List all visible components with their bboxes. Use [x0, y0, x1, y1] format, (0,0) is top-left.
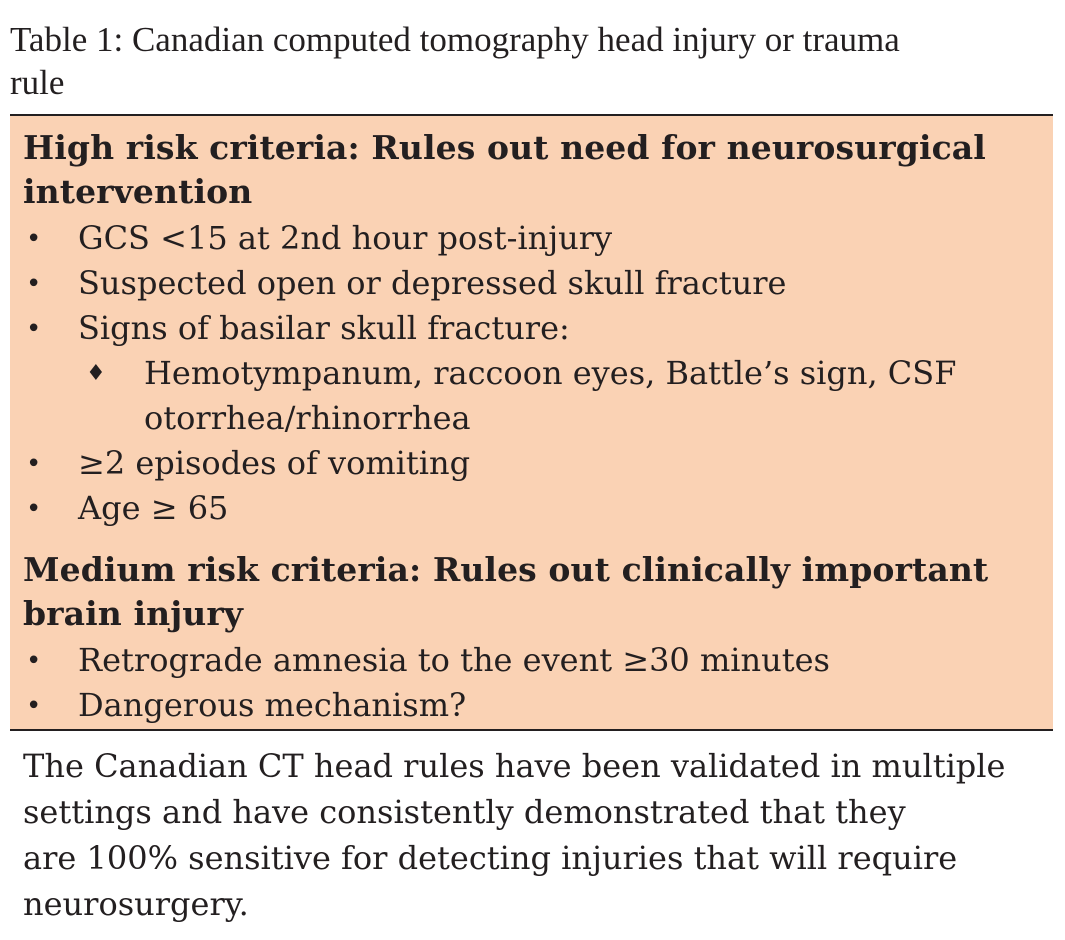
high-risk-item-basilar: Signs of basilar skull fracture: [78, 309, 570, 347]
medium-risk-item-mechanism: Dangerous mechanism? [78, 686, 467, 724]
medium-risk-item-amnesia: Retrograde amnesia to the event ≥30 minutes [78, 641, 830, 679]
basilar-signs-line-2: otorrhea/rhinorrhea [144, 399, 471, 437]
high-risk-item-vomiting: ≥2 episodes of vomiting [78, 444, 471, 482]
footnote-line-3: are 100% sensitive for detecting injuries that will require [23, 839, 958, 877]
footnote-line-2: settings and have consistently demonstrated that they [23, 793, 906, 831]
high-risk-item-age: Age ≥ 65 [78, 489, 229, 527]
table-caption [10, 18, 1060, 104]
bullet-icon: • [26, 269, 42, 299]
high-risk-heading-line-1: High risk criteria: Rules out need for neurosurgical [23, 128, 986, 167]
high-risk-item-skull-fracture: Suspected open or depressed skull fracture [78, 264, 787, 302]
table-caption-line-1: Table 1: Canadian computed tomography head injury or trauma [10, 20, 900, 59]
bullet-icon: • [26, 224, 42, 254]
footnote-line-1: The Canadian CT head rules have been validated in multiple [23, 747, 1006, 785]
table-footnote [23, 743, 1058, 927]
bullet-icon: • [26, 314, 42, 344]
high-risk-heading-line-2: intervention [23, 172, 253, 211]
diamond-bullet-icon: ♦ [86, 361, 106, 386]
medium-risk-heading [23, 548, 988, 636]
criteria-table [10, 114, 1053, 731]
footnote-line-4: neurosurgery. [23, 885, 249, 923]
bullet-icon: • [26, 691, 42, 721]
basilar-signs-line-1: Hemotympanum, raccoon eyes, Battle’s sign, CSF [144, 354, 957, 392]
high-risk-item-gcs: GCS <15 at 2nd hour post-injury [78, 219, 613, 257]
medium-risk-heading-line-1: Medium risk criteria: Rules out clinically important [23, 550, 989, 589]
high-risk-heading [23, 126, 986, 214]
bullet-icon: • [26, 449, 42, 479]
bullet-icon: • [26, 494, 42, 524]
bullet-icon: • [26, 646, 42, 676]
medium-risk-heading-line-2: brain injury [23, 594, 244, 633]
table-caption-line-2: rule [10, 63, 65, 102]
